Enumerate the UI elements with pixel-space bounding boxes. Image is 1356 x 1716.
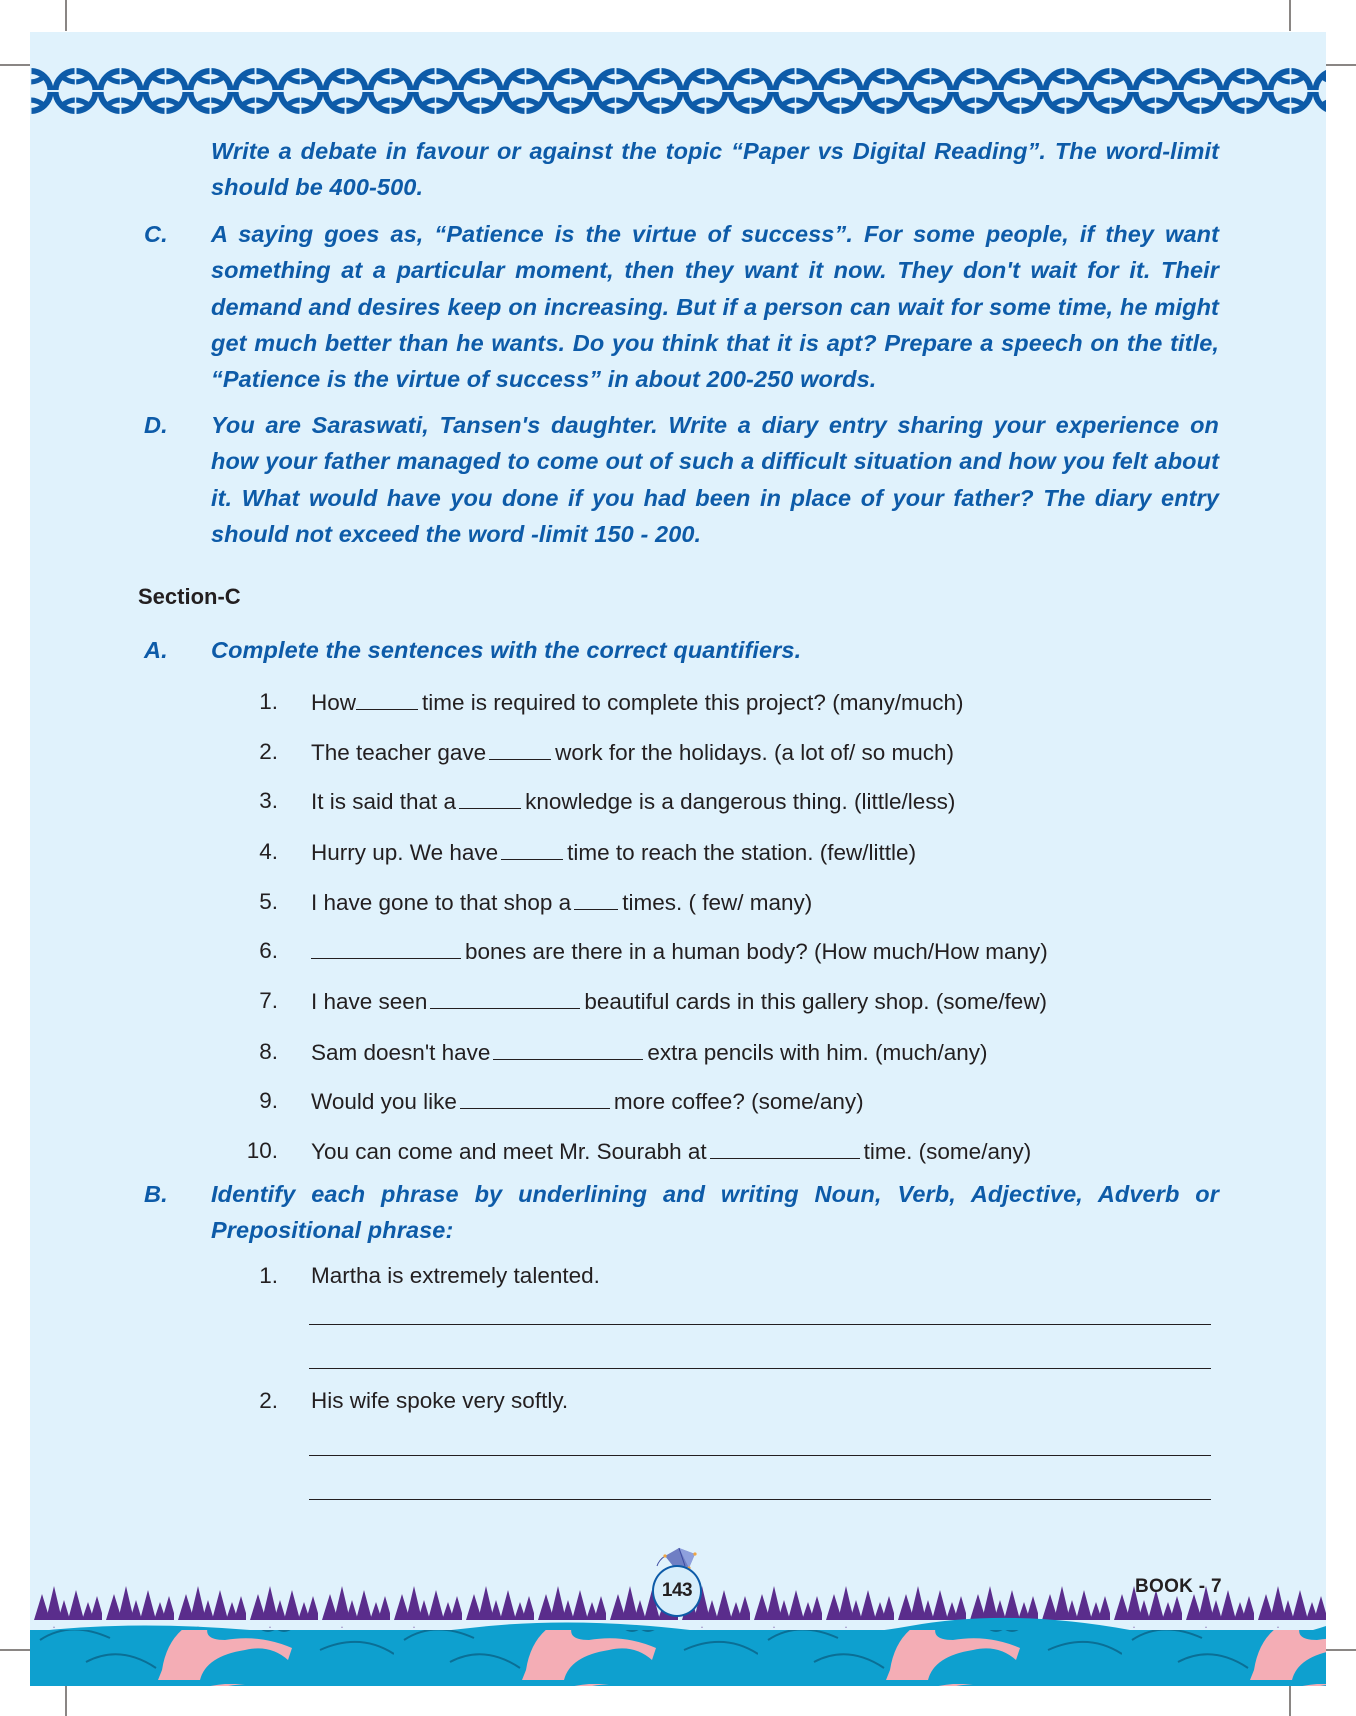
- sentence-end: times. ( few/ many): [622, 890, 813, 915]
- fill-in-blank[interactable]: [574, 887, 618, 910]
- quantifier-item: [0, 936, 1356, 966]
- quantifier-item-sentence: [311, 936, 1048, 967]
- sentence-start: I have seen: [311, 989, 428, 1014]
- part-b-instruction-line1: Identify each phrase by underlining and writing Noun, Verb, Adjective, Adverb or: [211, 1181, 1219, 1207]
- fill-in-blank[interactable]: [489, 737, 551, 760]
- fill-in-blank[interactable]: [459, 786, 521, 809]
- part-b-instruction-line2: Prepositional phrase:: [211, 1217, 454, 1244]
- question-d-text: You are Saraswati, Tansen's daughter. Write a diary entry sharing your experience on how your father managed to come out of such a difficult situation and how you felt about it. What would have you done if you had been in place of your father? The diary entry should not exceed the word -limit 150 - 200.: [211, 412, 1219, 547]
- fill-in-blank[interactable]: [460, 1086, 610, 1109]
- quantifier-item-sentence: [311, 986, 1047, 1017]
- fill-in-blank[interactable]: [493, 1037, 643, 1060]
- page-number: 143: [652, 1565, 702, 1617]
- quantifier-item-number: 7.: [259, 988, 278, 1013]
- book-label: BOOK - 7: [1135, 1576, 1222, 1597]
- part-b-label: B.: [144, 1181, 168, 1207]
- quantifier-item-number: 3.: [259, 788, 278, 813]
- quantifier-item: [0, 687, 1356, 717]
- quantifier-item: [0, 1086, 1356, 1116]
- river-waves: [30, 1630, 1326, 1686]
- sentence-start: I have gone to that shop a: [311, 890, 572, 915]
- sentence-start: How: [311, 690, 357, 715]
- sentence-end: time is required to complete this project? (many/much): [422, 690, 964, 715]
- quantifier-item: [0, 887, 1356, 917]
- quantifier-item: [0, 986, 1356, 1016]
- sentence-start: Would you like: [311, 1089, 457, 1114]
- answer-line[interactable]: [309, 1499, 1211, 1500]
- question-d: [144, 407, 1219, 552]
- decorative-border-pattern: [30, 66, 1326, 116]
- question-d-label: D.: [144, 412, 168, 438]
- debate-question-text: Write a debate in favour or against the topic “Paper vs Digital Reading”. The word-limit should be 400-500.: [211, 138, 1219, 201]
- sentence-start: Sam doesn't have: [311, 1040, 491, 1065]
- fill-in-blank[interactable]: [311, 936, 461, 959]
- phrase-item: [0, 1261, 1356, 1291]
- sentence-end: extra pencils with him. (much/any): [647, 1040, 988, 1065]
- crop-mark-bottom-left-horizontal: [0, 1649, 30, 1651]
- quantifier-item-number: 4.: [259, 839, 278, 864]
- section-c-title: Section-C: [138, 584, 241, 609]
- quantifier-item-sentence: [311, 837, 916, 868]
- quantifier-item-sentence: [311, 1086, 864, 1117]
- sentence-end: work for the holidays. (a lot of/ so much): [555, 740, 955, 765]
- quantifier-item: [0, 1037, 1356, 1067]
- part-b-instruction: [144, 1176, 1219, 1249]
- fill-in-blank[interactable]: [356, 687, 418, 710]
- fill-in-blank[interactable]: [710, 1136, 860, 1159]
- phrase-item-number: 2.: [259, 1388, 278, 1413]
- phrase-item-text: Martha is extremely talented.: [311, 1263, 600, 1288]
- fill-in-blank[interactable]: [430, 986, 580, 1009]
- sentence-end: beautiful cards in this gallery shop. (some/few): [584, 989, 1048, 1014]
- quantifier-item-sentence: [311, 687, 963, 718]
- answer-line[interactable]: [309, 1324, 1211, 1325]
- quantifier-item-number: 9.: [259, 1088, 278, 1113]
- question-c: [144, 216, 1219, 397]
- crop-mark-top-right-vertical: [1289, 0, 1291, 31]
- quantifier-item-number: 8.: [259, 1039, 278, 1064]
- debate-question: [211, 133, 1219, 206]
- quantifier-item-sentence: [311, 1037, 988, 1068]
- fill-in-blank[interactable]: [501, 837, 563, 860]
- quantifier-item-number: 2.: [259, 739, 278, 764]
- phrase-item-text: His wife spoke very softly.: [311, 1388, 569, 1413]
- quantifier-item-sentence: [311, 737, 954, 768]
- answer-line[interactable]: [309, 1368, 1211, 1369]
- quantifier-item: [0, 737, 1356, 767]
- crop-mark-top-left-vertical: [65, 0, 67, 31]
- part-a-instruction-text: Complete the sentences with the correct quantifiers.: [211, 637, 802, 663]
- phrase-item-number: 1.: [259, 1263, 278, 1288]
- sentence-start: Hurry up. We have: [311, 840, 499, 865]
- quantifier-item: [0, 837, 1356, 867]
- crop-mark-bottom-right-vertical: [1289, 1686, 1291, 1716]
- quantifier-item-number: 6.: [259, 938, 278, 963]
- crop-mark-top-right-horizontal: [1326, 64, 1356, 66]
- question-c-label: C.: [144, 221, 168, 247]
- crop-mark-bottom-right-horizontal: [1326, 1649, 1356, 1651]
- quantifier-item-sentence: [311, 1136, 1031, 1167]
- sentence-start: The teacher gave: [311, 740, 487, 765]
- quantifier-item-sentence: [311, 786, 955, 817]
- part-a-label: A.: [144, 637, 168, 663]
- quantifier-item: [0, 1136, 1356, 1166]
- quantifier-item-number: 5.: [259, 889, 278, 914]
- sentence-end: time to reach the station. (few/little): [567, 840, 917, 865]
- quantifier-item: [0, 786, 1356, 816]
- phrase-item: [0, 1386, 1356, 1416]
- crop-mark-top-left-horizontal: [0, 64, 30, 66]
- crop-mark-bottom-left-vertical: [65, 1686, 67, 1716]
- part-a-instruction: [144, 632, 1219, 668]
- question-c-text: A saying goes as, “Patience is the virtue of success”. For some people, if they want something at a particular moment, then they want it now. They don't wait for it. Their demand and desires keep on increasing. But if a person can wait for some time, he might get much better than he wants. Do you think that it is apt? Prepare a speech on the title, “Patience is the virtue of success” in about 200-250 words.: [211, 221, 1219, 393]
- sentence-end: time. (some/any): [863, 1139, 1032, 1164]
- quantifier-item-number: 10.: [246, 1138, 278, 1163]
- sentence-start: You can come and meet Mr. Sourabh at: [311, 1139, 707, 1164]
- quantifier-item-sentence: [311, 887, 812, 918]
- answer-line[interactable]: [309, 1455, 1211, 1456]
- quantifier-item-number: 1.: [259, 689, 278, 714]
- sentence-end: more coffee? (some/any): [613, 1089, 864, 1114]
- sentence-end: bones are there in a human body? (How much/How many): [465, 939, 1048, 964]
- sentence-end: knowledge is a dangerous thing. (little/less): [525, 789, 956, 814]
- sentence-start: It is said that a: [311, 789, 457, 814]
